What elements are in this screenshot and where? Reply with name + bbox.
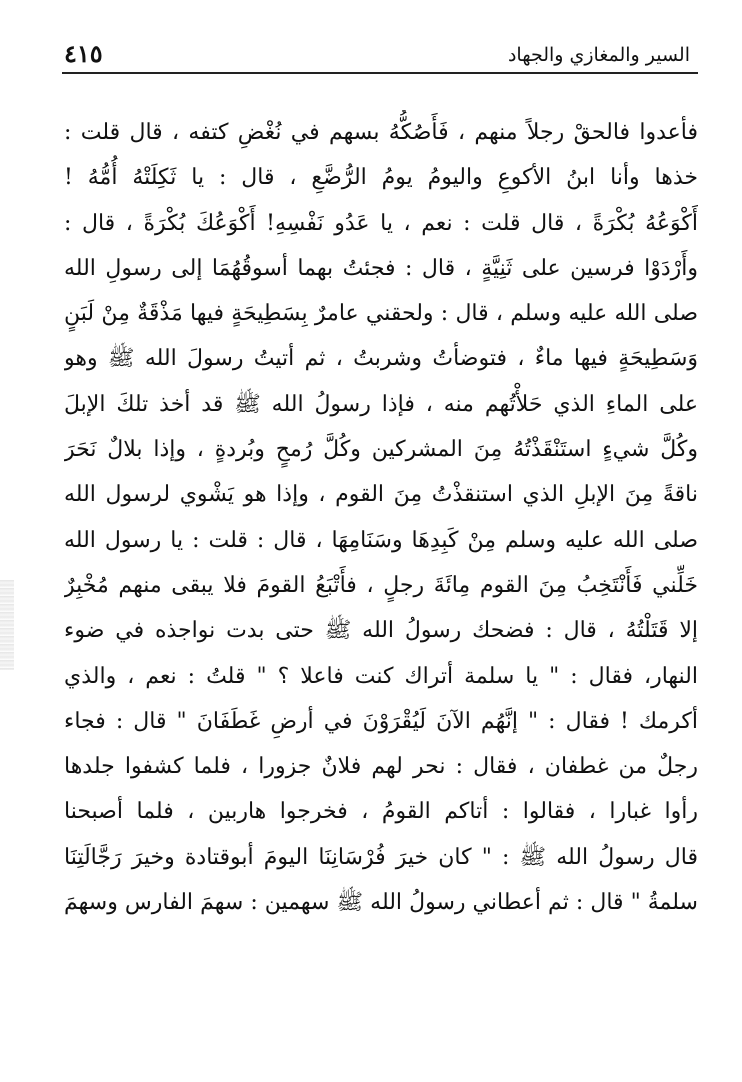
text-line: رجلٌ من غطفان ، فقال : نحر لهم فلانٌ جزورا ، فلما كشفوا جلدها bbox=[64, 754, 698, 780]
text-line: صلى الله عليه وسلم ، قال : ولحقني عامرٌ بِسَطِيحَةٍ فيها مَذْقَةٌ مِنْ لَبَنٍ bbox=[64, 301, 698, 327]
text-line: ناقةً مِنَ الإبلِ الذي استنقذْتُ مِنَ القوم ، وإذا هو يَشْوي لرسول الله bbox=[64, 482, 698, 508]
text-line: النهار، فقال : " يا سلمة أتراك كنت فاعلا ؟ " قلتُ : نعم ، والذي bbox=[64, 663, 698, 689]
text-line: فأعدوا فالحقْ رجلاً منهم ، فَأَصُكُّهُ بسهم في نُغْضِ كتفه ، قال قلت : bbox=[64, 120, 698, 145]
text-line: أكرمك ! فقال : " إنَّهُم الآنَ لَيُقْرَوْنَ في أرضِ غَطَفَانَ " قال : فجاء bbox=[64, 708, 698, 734]
page-header bbox=[62, 34, 698, 74]
text-line: خَلِّني فَأَنْتَخِبُ مِنَ القوم مِائَةَ رجلٍ ، فأَتْبَعُ القومَ فلا يبقى منهم مُخْبِرٌ bbox=[64, 572, 698, 598]
text-line: على الماءِ الذي حَلأْتُهم منه ، فإذا رسولُ الله ﷺ قد أخذ تلكَ الإبلَ bbox=[64, 391, 698, 417]
page-number: ٤١٥ bbox=[64, 39, 103, 68]
body-text bbox=[64, 110, 698, 925]
text-line: صلى الله عليه وسلم مِنْ كَبِدِهَا وسَنَامِهَا ، قال : قلت : يا رسول الله bbox=[64, 527, 698, 553]
scan-edge-mark bbox=[0, 580, 14, 670]
text-line: رأوا غبارا ، فقالوا : أتاكم القومُ ، فخرجوا هاربين ، فلما أصبحنا bbox=[64, 799, 698, 825]
running-title: السير والمغازي والجهاد bbox=[507, 44, 690, 66]
text-line: إلا قَتَلْتُهُ ، قال : فضحك رسولُ الله ﷺ حتى بدت نواجذه في ضوء bbox=[64, 618, 698, 644]
text-line: أَكْوَعُهُ بُكْرَةً ، قال قلت : نعم ، يا عَدُو نَفْسِهِ! أَكْوَعُكَ بُكْرَةً ، قال : bbox=[64, 210, 698, 236]
text-line: قال رسولُ الله ﷺ : " كان خيرَ فُرْسَانِنَا اليومَ أبوقتادة وخيرَ رَجَّالَتِنَا bbox=[64, 844, 698, 870]
header-rule bbox=[62, 72, 698, 74]
text-line: وأَرْدَوْا فرسين على ثَنِيَّةٍ ، قال : فجئتُ بهما أسوقُهُمَا إلى رسولِ الله bbox=[64, 255, 698, 281]
text-line: وَسَطِيحَةٍ فيها ماءٌ ، فتوضأتُ وشربتُ ، ثم أتيتُ رسولَ الله ﷺ وهو bbox=[64, 346, 698, 372]
text-line: خذها وأنا ابنُ الأكوعِ واليومُ يومُ الرُّضَّعِ ، قال : يا ثَكِلَتْهُ أُمُّهُ ! bbox=[64, 165, 698, 191]
text-line: سلمةُ " قال : ثم أعطاني رسولُ الله ﷺ سهمين : سهمَ الفارس وسهمَ bbox=[64, 890, 698, 916]
text-line: وكُلَّ شيءٍ استَنْقَذْتُهُ مِنَ المشركين وكُلَّ رُمحٍ وبُردةٍ ، وإذا بلالٌ نَحَرَ bbox=[64, 437, 698, 463]
